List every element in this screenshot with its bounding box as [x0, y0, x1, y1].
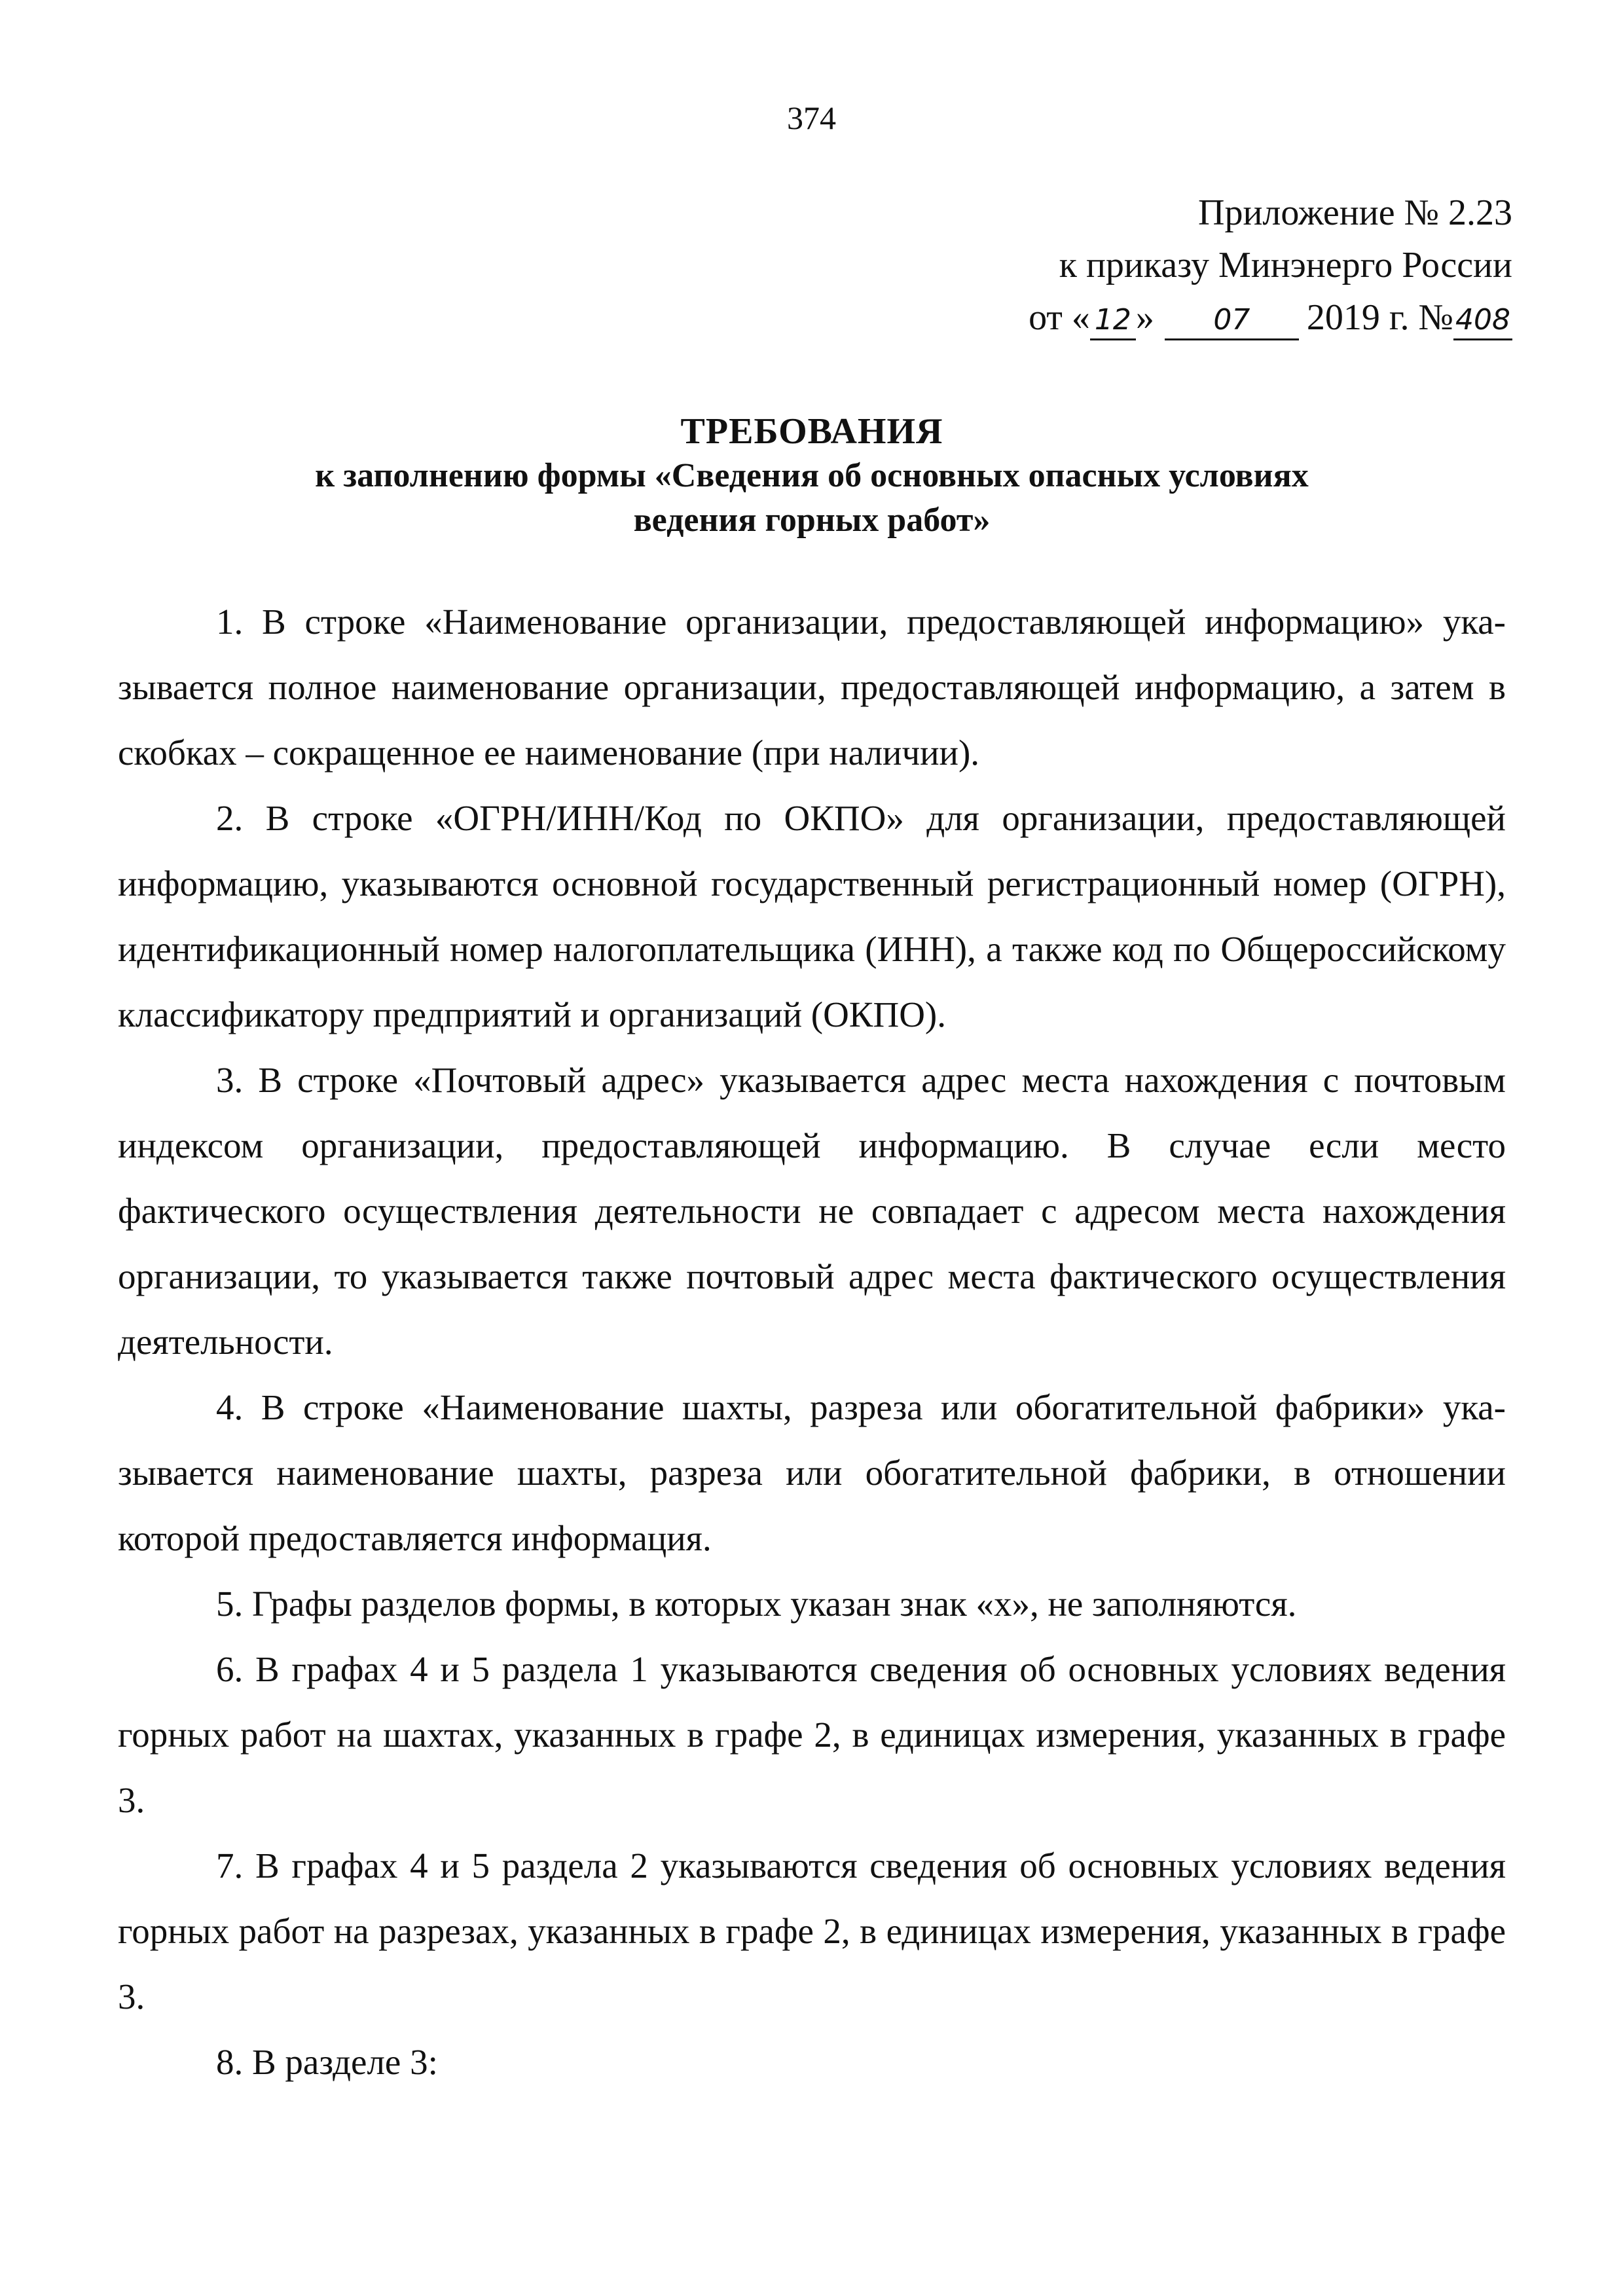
annex-year-text: 2019 г. № [1306, 297, 1453, 338]
annex-date-prefix: от « [1029, 297, 1090, 338]
paragraph-1: 1. В строке «Наименование организации, предоставляющей информацию» указывается полное наименование организации, предоставляющей информацию, а затем в скобках – сокращенное ее наименование (при наличии). [118, 602, 1506, 773]
paragraph-5: 5. Графы разделов формы, в которых указан знак «х», не заполняются. [216, 1584, 1297, 1624]
annex-month-handwritten: 07 [1165, 302, 1299, 340]
annex-day-handwritten: 12 [1090, 302, 1136, 340]
annex-title: Приложение № 2.23 [1198, 192, 1512, 233]
paragraph-3: 3. В строке «Почтовый адрес» указывается адрес места нахождения с почтовым индексом организации, предоставляющей информацию. В случае если место фактического осуществления деятельности не совпадает с адресом места нахождения организации, то указывается также почтовый адрес места фактического осуществления деятельности. [118, 1060, 1506, 1362]
document-body [118, 589, 1506, 2095]
page-number: 374 [787, 100, 836, 136]
title-main: ТРЕБОВАНИЯ [680, 411, 943, 452]
annex-date-quote: » [1135, 297, 1154, 338]
document-title [118, 409, 1506, 543]
annex-block [976, 187, 1512, 344]
annex-date-line [976, 291, 1512, 344]
annex-order-reference: к приказу Минэнерго России [1059, 245, 1512, 285]
paragraph-4: 4. В строке «Наименование шахты, разреза или обогатительной фабрики» указывается наименование шахты, разреза или обогатительной фабрики, в отношении которой предоставляется информация. [118, 1387, 1506, 1558]
paragraph-6: 6. В графах 4 и 5 раздела 1 указываются сведения об основных условиях ведения горных работ на шахтах, указанных в графе 2, в единицах измерения, указанных в графе 3. [118, 1649, 1506, 1820]
paragraph-7: 7. В графах 4 и 5 раздела 2 указываются сведения об основных условиях ведения горных работ на разрезах, указанных в графе 2, в единицах измерения, указанных в графе 3. [118, 1846, 1506, 2016]
title-subtitle-line-1: к заполнению формы «Сведения об основных опасных условиях [315, 457, 1309, 494]
paragraph-2: 2. В строке «ОГРН/ИНН/Код по ОКПО» для организации, предоставляющей информацию, указываются основной государственный регистрационный номер (ОГРН), идентификационный номер налогоплательщика (ИНН), а также код по Общероссийскому классификатору предприятий и организаций (ОКПО). [118, 798, 1506, 1034]
annex-number-handwritten: 408 [1453, 302, 1512, 340]
title-subtitle-line-2: ведения горных работ» [633, 501, 991, 539]
paragraph-8: 8. В разделе 3: [216, 2042, 438, 2082]
